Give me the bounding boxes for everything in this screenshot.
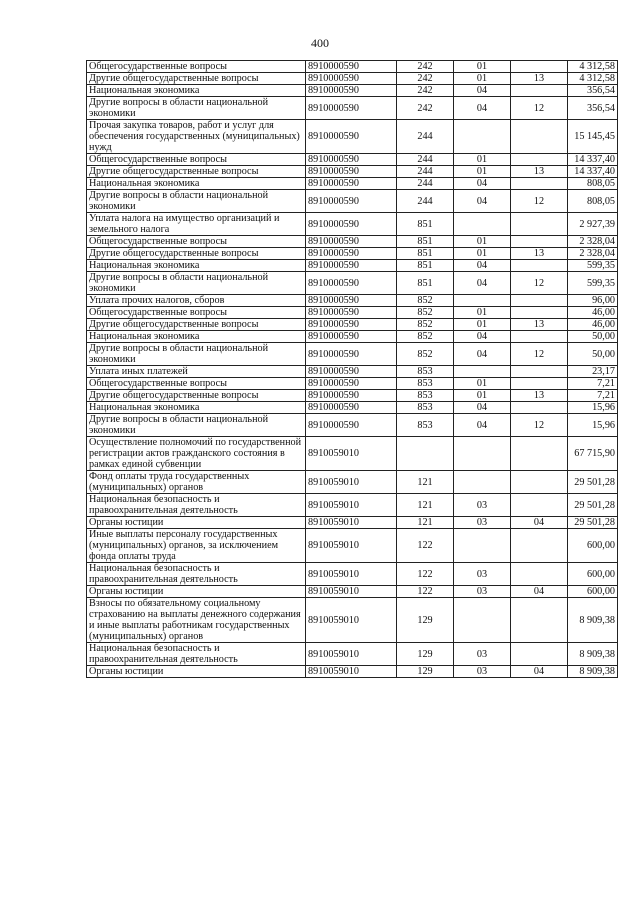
cell-target-article: 8910000590 xyxy=(306,414,397,437)
cell-section: 03 xyxy=(454,517,511,529)
cell-name: Другие вопросы в области национальной экономики xyxy=(87,414,306,437)
cell-expense-type: 242 xyxy=(397,85,454,97)
cell-target-article: 8910059010 xyxy=(306,586,397,598)
cell-target-article: 8910059010 xyxy=(306,563,397,586)
cell-section: 04 xyxy=(454,331,511,343)
cell-section xyxy=(454,598,511,643)
cell-section: 04 xyxy=(454,343,511,366)
table-row xyxy=(87,73,618,85)
cell-amount: 8 909,38 xyxy=(568,666,618,678)
cell-amount: 7,21 xyxy=(568,378,618,390)
cell-amount: 46,00 xyxy=(568,307,618,319)
cell-section: 03 xyxy=(454,586,511,598)
cell-section: 01 xyxy=(454,307,511,319)
cell-expense-type: 122 xyxy=(397,563,454,586)
cell-subsection: 13 xyxy=(511,73,568,85)
cell-amount: 46,00 xyxy=(568,319,618,331)
cell-subsection xyxy=(511,213,568,236)
table-row xyxy=(87,643,618,666)
cell-amount: 4 312,58 xyxy=(568,73,618,85)
cell-section: 03 xyxy=(454,563,511,586)
table-row xyxy=(87,260,618,272)
cell-target-article: 8910000590 xyxy=(306,61,397,73)
cell-target-article: 8910000590 xyxy=(306,343,397,366)
cell-name: Общегосударственные вопросы xyxy=(87,61,306,73)
cell-target-article: 8910059010 xyxy=(306,471,397,494)
cell-amount: 14 337,40 xyxy=(568,154,618,166)
cell-subsection: 13 xyxy=(511,248,568,260)
cell-amount: 2 927,39 xyxy=(568,213,618,236)
cell-expense-type: 853 xyxy=(397,414,454,437)
cell-section: 01 xyxy=(454,61,511,73)
cell-subsection xyxy=(511,529,568,563)
cell-target-article: 8910000590 xyxy=(306,331,397,343)
cell-amount: 356,54 xyxy=(568,97,618,120)
cell-target-article: 8910000590 xyxy=(306,307,397,319)
cell-target-article: 8910000590 xyxy=(306,260,397,272)
table-row xyxy=(87,529,618,563)
cell-expense-type: 852 xyxy=(397,343,454,366)
cell-expense-type: 853 xyxy=(397,366,454,378)
cell-expense-type: 851 xyxy=(397,248,454,260)
cell-expense-type: 242 xyxy=(397,61,454,73)
cell-name: Иные выплаты персоналу государственных (муниципальных) органов, за исключением фонда оплаты труда xyxy=(87,529,306,563)
cell-expense-type: 853 xyxy=(397,378,454,390)
cell-target-article: 8910000590 xyxy=(306,97,397,120)
cell-amount: 599,35 xyxy=(568,260,618,272)
cell-expense-type: 853 xyxy=(397,390,454,402)
cell-name: Национальная экономика xyxy=(87,85,306,97)
cell-target-article: 8910000590 xyxy=(306,190,397,213)
cell-amount: 7,21 xyxy=(568,390,618,402)
cell-section xyxy=(454,120,511,154)
table-row xyxy=(87,586,618,598)
cell-name: Другие общегосударственные вопросы xyxy=(87,319,306,331)
cell-expense-type: 852 xyxy=(397,295,454,307)
cell-expense-type: 851 xyxy=(397,236,454,248)
cell-section: 03 xyxy=(454,666,511,678)
cell-expense-type: 121 xyxy=(397,471,454,494)
table-row xyxy=(87,120,618,154)
cell-amount: 8 909,38 xyxy=(568,598,618,643)
cell-section: 04 xyxy=(454,190,511,213)
cell-name: Фонд оплаты труда государственных (муниципальных) органов xyxy=(87,471,306,494)
cell-expense-type: 244 xyxy=(397,190,454,213)
cell-name: Другие вопросы в области национальной экономики xyxy=(87,272,306,295)
cell-amount: 600,00 xyxy=(568,586,618,598)
cell-amount: 808,05 xyxy=(568,190,618,213)
table-row xyxy=(87,343,618,366)
cell-section: 01 xyxy=(454,236,511,248)
cell-target-article: 8910000590 xyxy=(306,73,397,85)
table-row xyxy=(87,295,618,307)
cell-subsection xyxy=(511,378,568,390)
cell-name: Уплата иных платежей xyxy=(87,366,306,378)
cell-section: 04 xyxy=(454,178,511,190)
cell-name: Общегосударственные вопросы xyxy=(87,307,306,319)
cell-amount: 15,96 xyxy=(568,414,618,437)
cell-name: Общегосударственные вопросы xyxy=(87,236,306,248)
table-row xyxy=(87,517,618,529)
cell-target-article: 8910000590 xyxy=(306,295,397,307)
cell-target-article: 8910000590 xyxy=(306,390,397,402)
cell-expense-type: 851 xyxy=(397,260,454,272)
table-row xyxy=(87,272,618,295)
table-row xyxy=(87,414,618,437)
cell-subsection: 12 xyxy=(511,190,568,213)
cell-name: Другие вопросы в области национальной экономики xyxy=(87,97,306,120)
table-row xyxy=(87,97,618,120)
cell-target-article: 8910059010 xyxy=(306,666,397,678)
cell-subsection xyxy=(511,471,568,494)
table-row xyxy=(87,248,618,260)
cell-name: Национальная экономика xyxy=(87,331,306,343)
cell-section: 03 xyxy=(454,643,511,666)
cell-section xyxy=(454,295,511,307)
cell-expense-type: 244 xyxy=(397,154,454,166)
cell-target-article: 8910000590 xyxy=(306,120,397,154)
cell-section: 04 xyxy=(454,97,511,120)
cell-section xyxy=(454,529,511,563)
cell-name: Осуществление полномочий по государственной регистрации актов гражданского состояния в рамках единой субвенции xyxy=(87,437,306,471)
cell-target-article: 8910000590 xyxy=(306,166,397,178)
cell-section: 01 xyxy=(454,73,511,85)
cell-target-article: 8910000590 xyxy=(306,85,397,97)
cell-amount: 50,00 xyxy=(568,331,618,343)
cell-target-article: 8910000590 xyxy=(306,319,397,331)
cell-name: Национальная безопасность и правоохранительная деятельность xyxy=(87,643,306,666)
cell-amount: 15,96 xyxy=(568,402,618,414)
cell-section: 04 xyxy=(454,402,511,414)
cell-amount: 4 312,58 xyxy=(568,61,618,73)
cell-name: Органы юстиции xyxy=(87,586,306,598)
cell-name: Прочая закупка товаров, работ и услуг для обеспечения государственных (муниципальных) нужд xyxy=(87,120,306,154)
cell-subsection xyxy=(511,494,568,517)
cell-expense-type: 853 xyxy=(397,402,454,414)
cell-subsection xyxy=(511,260,568,272)
table-row xyxy=(87,598,618,643)
cell-section: 04 xyxy=(454,85,511,97)
cell-amount: 356,54 xyxy=(568,85,618,97)
cell-section: 04 xyxy=(454,272,511,295)
cell-target-article: 8910000590 xyxy=(306,248,397,260)
cell-name: Органы юстиции xyxy=(87,517,306,529)
cell-section: 01 xyxy=(454,319,511,331)
cell-subsection: 12 xyxy=(511,272,568,295)
cell-target-article: 8910000590 xyxy=(306,272,397,295)
cell-amount: 14 337,40 xyxy=(568,166,618,178)
cell-target-article: 8910059010 xyxy=(306,517,397,529)
cell-subsection: 04 xyxy=(511,517,568,529)
cell-expense-type: 129 xyxy=(397,598,454,643)
table-row xyxy=(87,366,618,378)
table-row xyxy=(87,402,618,414)
cell-target-article: 8910000590 xyxy=(306,154,397,166)
cell-amount: 8 909,38 xyxy=(568,643,618,666)
cell-amount: 96,00 xyxy=(568,295,618,307)
cell-name: Национальная экономика xyxy=(87,178,306,190)
table-row xyxy=(87,378,618,390)
cell-subsection xyxy=(511,295,568,307)
cell-target-article: 8910000590 xyxy=(306,178,397,190)
cell-section: 01 xyxy=(454,390,511,402)
cell-subsection xyxy=(511,402,568,414)
cell-name: Национальная безопасность и правоохранительная деятельность xyxy=(87,494,306,517)
cell-subsection xyxy=(511,61,568,73)
cell-subsection xyxy=(511,307,568,319)
table-row xyxy=(87,390,618,402)
cell-subsection xyxy=(511,178,568,190)
cell-subsection xyxy=(511,643,568,666)
table-row xyxy=(87,166,618,178)
cell-subsection xyxy=(511,154,568,166)
cell-amount: 50,00 xyxy=(568,343,618,366)
cell-section xyxy=(454,366,511,378)
cell-subsection xyxy=(511,85,568,97)
cell-subsection xyxy=(511,331,568,343)
cell-expense-type: 852 xyxy=(397,331,454,343)
cell-expense-type: 852 xyxy=(397,319,454,331)
cell-expense-type: 244 xyxy=(397,120,454,154)
cell-name: Органы юстиции xyxy=(87,666,306,678)
cell-section: 01 xyxy=(454,166,511,178)
cell-subsection xyxy=(511,236,568,248)
table-row xyxy=(87,319,618,331)
cell-section: 01 xyxy=(454,378,511,390)
cell-amount: 808,05 xyxy=(568,178,618,190)
cell-amount: 67 715,90 xyxy=(568,437,618,471)
table-row xyxy=(87,563,618,586)
cell-section: 01 xyxy=(454,248,511,260)
cell-expense-type: 121 xyxy=(397,517,454,529)
cell-amount: 600,00 xyxy=(568,563,618,586)
cell-subsection: 13 xyxy=(511,390,568,402)
cell-target-article: 8910059010 xyxy=(306,598,397,643)
table-row xyxy=(87,437,618,471)
cell-subsection: 12 xyxy=(511,414,568,437)
cell-target-article: 8910000590 xyxy=(306,213,397,236)
table-row xyxy=(87,666,618,678)
cell-subsection xyxy=(511,563,568,586)
cell-subsection: 04 xyxy=(511,586,568,598)
cell-amount: 29 501,28 xyxy=(568,494,618,517)
cell-expense-type: 242 xyxy=(397,73,454,85)
cell-name: Другие общегосударственные вопросы xyxy=(87,166,306,178)
cell-amount: 2 328,04 xyxy=(568,236,618,248)
cell-amount: 2 328,04 xyxy=(568,248,618,260)
cell-subsection: 13 xyxy=(511,319,568,331)
table-row xyxy=(87,178,618,190)
table-row xyxy=(87,471,618,494)
cell-expense-type: 121 xyxy=(397,494,454,517)
cell-name: Другие вопросы в области национальной экономики xyxy=(87,190,306,213)
cell-name: Общегосударственные вопросы xyxy=(87,378,306,390)
cell-expense-type: 242 xyxy=(397,97,454,120)
cell-amount: 600,00 xyxy=(568,529,618,563)
cell-subsection: 13 xyxy=(511,166,568,178)
table-row xyxy=(87,213,618,236)
page-number: 400 xyxy=(311,36,329,50)
cell-section: 01 xyxy=(454,154,511,166)
cell-section xyxy=(454,471,511,494)
cell-amount: 29 501,28 xyxy=(568,517,618,529)
cell-name: Национальная экономика xyxy=(87,402,306,414)
cell-section xyxy=(454,213,511,236)
cell-target-article: 8910000590 xyxy=(306,378,397,390)
cell-expense-type: 129 xyxy=(397,666,454,678)
cell-target-article: 8910000590 xyxy=(306,236,397,248)
cell-amount: 15 145,45 xyxy=(568,120,618,154)
cell-expense-type: 122 xyxy=(397,529,454,563)
table-row xyxy=(87,307,618,319)
cell-name: Другие общегосударственные вопросы xyxy=(87,390,306,402)
cell-target-article: 8910059010 xyxy=(306,437,397,471)
cell-name: Уплата прочих налогов, сборов xyxy=(87,295,306,307)
cell-expense-type: 129 xyxy=(397,643,454,666)
cell-name: Общегосударственные вопросы xyxy=(87,154,306,166)
cell-name: Уплата налога на имущество организаций и земельного налога xyxy=(87,213,306,236)
table-row xyxy=(87,236,618,248)
cell-amount: 599,35 xyxy=(568,272,618,295)
cell-target-article: 8910000590 xyxy=(306,366,397,378)
table-row xyxy=(87,85,618,97)
cell-name: Национальная экономика xyxy=(87,260,306,272)
table-row xyxy=(87,61,618,73)
cell-subsection xyxy=(511,366,568,378)
cell-name: Другие общегосударственные вопросы xyxy=(87,73,306,85)
budget-table xyxy=(86,60,618,678)
cell-subsection: 12 xyxy=(511,343,568,366)
cell-expense-type: 244 xyxy=(397,166,454,178)
cell-section: 03 xyxy=(454,494,511,517)
cell-subsection xyxy=(511,120,568,154)
cell-subsection xyxy=(511,437,568,471)
cell-expense-type: 852 xyxy=(397,307,454,319)
cell-target-article: 8910059010 xyxy=(306,494,397,517)
cell-amount: 23,17 xyxy=(568,366,618,378)
cell-expense-type xyxy=(397,437,454,471)
cell-subsection: 04 xyxy=(511,666,568,678)
cell-name: Взносы по обязательному социальному страхованию на выплаты денежного содержания и иные выплаты работникам государственных (муниципальных) органов xyxy=(87,598,306,643)
cell-expense-type: 851 xyxy=(397,213,454,236)
cell-expense-type: 851 xyxy=(397,272,454,295)
table-row xyxy=(87,331,618,343)
cell-subsection: 12 xyxy=(511,97,568,120)
table-row xyxy=(87,190,618,213)
table-row xyxy=(87,494,618,517)
cell-subsection xyxy=(511,598,568,643)
cell-target-article: 8910059010 xyxy=(306,529,397,563)
cell-target-article: 8910000590 xyxy=(306,402,397,414)
cell-section: 04 xyxy=(454,414,511,437)
cell-expense-type: 122 xyxy=(397,586,454,598)
budget-table-body xyxy=(87,61,618,678)
cell-name: Другие вопросы в области национальной экономики xyxy=(87,343,306,366)
cell-name: Другие общегосударственные вопросы xyxy=(87,248,306,260)
cell-target-article: 8910059010 xyxy=(306,643,397,666)
cell-expense-type: 244 xyxy=(397,178,454,190)
table-row xyxy=(87,154,618,166)
cell-section xyxy=(454,437,511,471)
cell-section: 04 xyxy=(454,260,511,272)
cell-amount: 29 501,28 xyxy=(568,471,618,494)
cell-name: Национальная безопасность и правоохранительная деятельность xyxy=(87,563,306,586)
